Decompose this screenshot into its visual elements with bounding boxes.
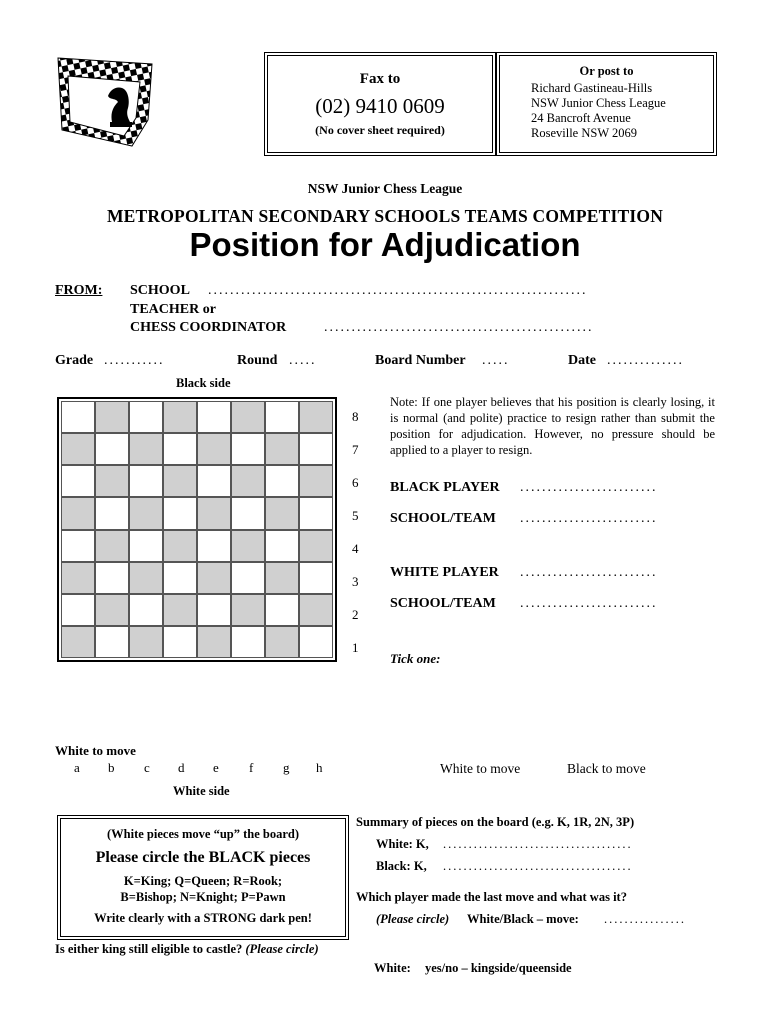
board-square[interactable] — [163, 401, 197, 433]
board-square[interactable] — [61, 530, 95, 562]
post-title: Or post to — [579, 64, 634, 78]
summary-black-field[interactable]: ..................................... — [443, 859, 633, 873]
board-square[interactable] — [299, 465, 333, 497]
board-square[interactable] — [61, 433, 95, 465]
summary-black-label: Black: K, — [376, 859, 427, 873]
post-line: Roseville NSW 2069 — [531, 126, 638, 140]
instruction-line: B=Bishop; N=Knight; P=Pawn — [120, 890, 286, 904]
file-label: g — [283, 760, 290, 775]
file-label: e — [213, 760, 219, 775]
board-square[interactable] — [231, 401, 265, 433]
black-player-field[interactable]: ......................... — [520, 480, 658, 495]
school-team-label: SCHOOL/TEAM — [390, 511, 496, 526]
resign-note: Note: If one player believes that his position is clearly losing, it is normal (and polite) practice to resign rather than submit the position for adjudication. However, no pressure should be applied to a player to resign. — [390, 395, 715, 457]
file-label: b — [108, 760, 115, 775]
rank-label: 6 — [352, 475, 359, 490]
board-square[interactable] — [95, 530, 129, 562]
board-square[interactable] — [265, 433, 299, 465]
rank-label: 1 — [352, 640, 359, 655]
board-square[interactable] — [299, 401, 333, 433]
white-player-field[interactable]: ......................... — [520, 565, 658, 580]
chess-board[interactable] — [57, 397, 337, 662]
board-square[interactable] — [265, 497, 299, 529]
board-square[interactable] — [163, 530, 197, 562]
last-move-question: Which player made the last move and what was it? — [356, 890, 627, 904]
board-square[interactable] — [163, 497, 197, 529]
summary-white-label: White: K, — [376, 837, 429, 851]
page-title: Position for Adjudication — [189, 226, 581, 263]
white-player-label: WHITE PLAYER — [390, 565, 499, 580]
instructions-box — [57, 815, 349, 940]
rank-label: 4 — [352, 541, 359, 556]
board-square[interactable] — [231, 465, 265, 497]
board-number-label: Board Number — [375, 353, 466, 368]
board-square[interactable] — [129, 626, 163, 658]
board-square[interactable] — [265, 562, 299, 594]
grade-label: Grade — [55, 353, 94, 368]
board-square[interactable] — [129, 497, 163, 529]
rank-label: 7 — [352, 442, 359, 457]
board-square[interactable] — [265, 530, 299, 562]
last-move-label[interactable]: White/Black – move: — [467, 912, 579, 926]
board-square[interactable] — [129, 401, 163, 433]
tick-one-label: Tick one: — [390, 651, 441, 666]
rank-label: 3 — [352, 574, 359, 589]
board-square[interactable] — [265, 626, 299, 658]
option-white-to-move[interactable]: White to move — [440, 761, 521, 776]
board-square[interactable] — [231, 433, 265, 465]
board-square[interactable] — [163, 562, 197, 594]
league-logo — [52, 50, 156, 150]
post-line: 24 Bancroft Avenue — [531, 111, 631, 125]
board-square[interactable] — [61, 594, 95, 626]
instruction-line: Write clearly with a STRONG dark pen! — [94, 911, 312, 925]
file-label: c — [144, 760, 150, 775]
round-label: Round — [237, 353, 278, 368]
black-player-label: BLACK PLAYER — [390, 480, 500, 495]
board-square[interactable] — [265, 594, 299, 626]
board-square[interactable] — [197, 530, 231, 562]
board-square[interactable] — [299, 530, 333, 562]
file-label: f — [249, 760, 254, 775]
board-square[interactable] — [197, 401, 231, 433]
summary-title: Summary of pieces on the board (e.g. K, 1R, 2N, 3P) — [356, 815, 635, 829]
rank-label: 5 — [352, 508, 359, 523]
board-square[interactable] — [197, 626, 231, 658]
board-square[interactable] — [197, 465, 231, 497]
board-square[interactable] — [129, 562, 163, 594]
post-box — [496, 52, 717, 156]
board-square[interactable] — [61, 562, 95, 594]
board-square[interactable] — [231, 497, 265, 529]
board-square[interactable] — [231, 626, 265, 658]
post-line: Richard Gastineau-Hills — [531, 81, 653, 95]
board-square[interactable] — [299, 433, 333, 465]
rank-label: 8 — [352, 409, 359, 424]
last-move-field[interactable]: ................ — [604, 912, 686, 926]
board-square[interactable] — [95, 562, 129, 594]
board-square[interactable] — [299, 594, 333, 626]
date-field[interactable]: .............. — [607, 353, 684, 368]
board-square[interactable] — [299, 562, 333, 594]
board-square[interactable] — [197, 497, 231, 529]
board-square[interactable] — [129, 594, 163, 626]
board-square[interactable] — [129, 530, 163, 562]
castle-question: Is either king still eligible to castle? (Please circle) — [55, 942, 319, 956]
from-label: FROM: — [55, 283, 103, 298]
white-team-field[interactable]: ......................... — [520, 596, 658, 611]
board-square[interactable] — [163, 465, 197, 497]
board-number-field[interactable]: ..... — [482, 353, 510, 368]
coordinator-field[interactable]: ................................................. — [324, 320, 594, 335]
castle-white-options[interactable]: yes/no – kingside/queenside — [425, 961, 572, 975]
board-square[interactable] — [163, 433, 197, 465]
board-square[interactable] — [197, 562, 231, 594]
white-to-move-label: White to move — [55, 743, 136, 758]
school-label: SCHOOL — [130, 283, 190, 298]
board-square[interactable] — [163, 594, 197, 626]
board-square[interactable] — [95, 433, 129, 465]
board-square[interactable] — [299, 626, 333, 658]
post-line: NSW Junior Chess League — [531, 96, 666, 110]
last-move-circle-hint: (Please circle) — [376, 912, 450, 926]
school-field[interactable]: ..................................................................... — [208, 283, 588, 298]
black-side-label: Black side — [176, 376, 231, 390]
board-square[interactable] — [129, 465, 163, 497]
board-square[interactable] — [231, 562, 265, 594]
round-field[interactable]: ..... — [289, 353, 317, 368]
fax-box — [264, 52, 496, 156]
board-square[interactable] — [231, 530, 265, 562]
board-square[interactable] — [61, 497, 95, 529]
board-square[interactable] — [95, 401, 129, 433]
board-square[interactable] — [163, 626, 197, 658]
fax-note: (No cover sheet required) — [315, 123, 445, 137]
board-square[interactable] — [95, 465, 129, 497]
black-team-field[interactable]: ......................... — [520, 511, 658, 526]
instruction-line: K=King; Q=Queen; R=Rook; — [123, 874, 283, 888]
org-name: NSW Junior Chess League — [307, 181, 463, 196]
board-square[interactable] — [265, 465, 299, 497]
instruction-line: (White pieces move “up” the board) — [107, 827, 299, 841]
board-square[interactable] — [197, 433, 231, 465]
coordinator-label: CHESS COORDINATOR — [130, 320, 287, 335]
option-black-to-move[interactable]: Black to move — [567, 761, 646, 776]
board-square[interactable] — [129, 433, 163, 465]
board-square[interactable] — [95, 626, 129, 658]
instruction-heading: Please circle the BLACK pieces — [95, 849, 311, 866]
board-square[interactable] — [299, 497, 333, 529]
grade-field[interactable]: ........... — [104, 353, 165, 368]
board-square[interactable] — [95, 497, 129, 529]
board-square[interactable] — [61, 465, 95, 497]
board-square[interactable] — [265, 401, 299, 433]
board-square[interactable] — [231, 594, 265, 626]
board-square[interactable] — [61, 401, 95, 433]
file-label: a — [74, 760, 80, 775]
castle-white-label: White: — [374, 961, 411, 975]
fax-number: (02) 9410 0609 — [315, 94, 445, 118]
summary-white-field[interactable]: ..................................... — [443, 837, 633, 851]
rank-label: 2 — [352, 607, 359, 622]
competition-title: METROPOLITAN SECONDARY SCHOOLS TEAMS COMPETITION — [106, 206, 664, 226]
teacher-label: TEACHER or — [130, 302, 216, 317]
date-label: Date — [568, 353, 596, 368]
file-label: d — [178, 760, 185, 775]
board-square[interactable] — [95, 594, 129, 626]
file-label: h — [316, 760, 323, 775]
board-square[interactable] — [197, 594, 231, 626]
fax-title: Fax to — [359, 71, 401, 87]
school-team-label: SCHOOL/TEAM — [390, 596, 496, 611]
white-side-label: White side — [173, 784, 230, 798]
board-square[interactable] — [61, 626, 95, 658]
